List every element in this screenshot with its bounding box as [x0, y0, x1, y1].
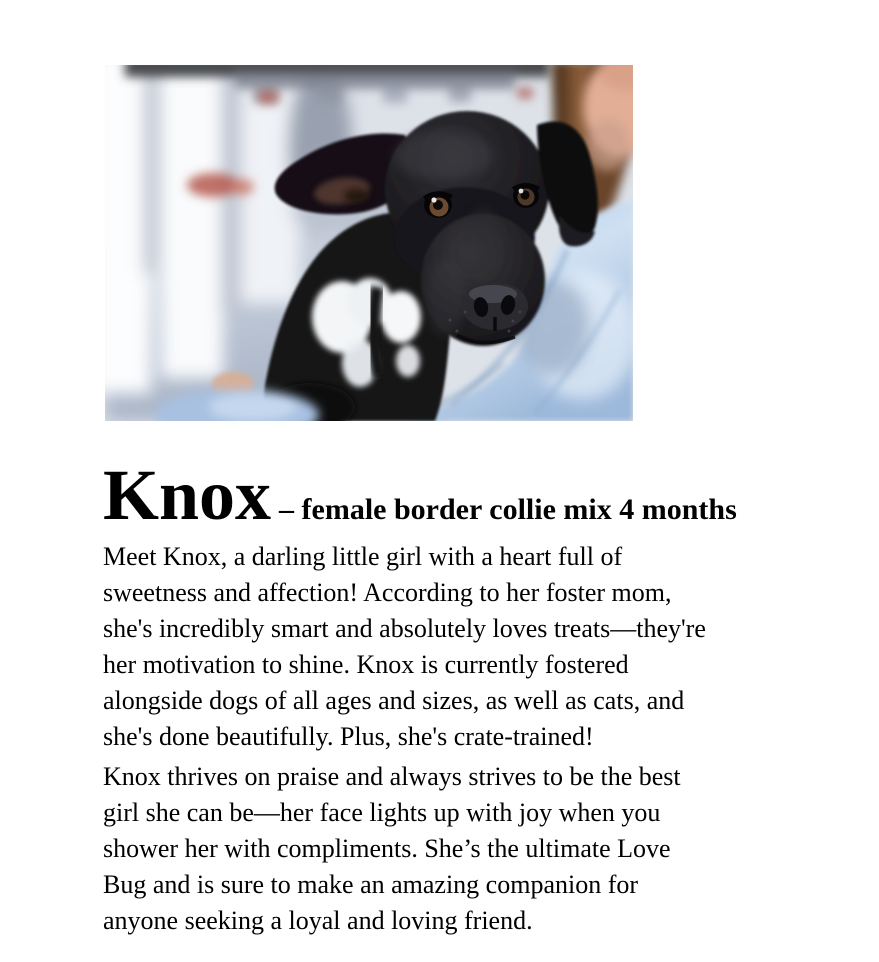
text-line: shower her with compliments. She’s the ultimate Love: [103, 834, 671, 863]
puppy-left-eye: [424, 192, 452, 218]
text-line: alongside dogs of all ages and sizes, as well as cats, and: [103, 686, 685, 715]
pet-description-paragraph-1: [103, 539, 706, 755]
person-face: [583, 65, 633, 171]
text-line: Meet Knox, a darling little girl with a heart full of: [103, 542, 623, 571]
text-line: she's incredibly smart and absolutely loves treats—they're: [103, 614, 706, 643]
pet-heading: [103, 455, 737, 546]
text-line: sweetness and affection! According to her foster mom,: [103, 578, 672, 607]
puppy-photo-illustration: [105, 65, 633, 421]
text-line: Bug and is sure to make an amazing companion for: [103, 870, 639, 899]
text-line: she's done beautifully. Plus, she's crate-trained!: [103, 722, 594, 751]
pet-name: Knox: [103, 455, 272, 535]
puppy-right-eye: [513, 184, 539, 208]
text-line: Knox thrives on praise and always strives to be the best: [103, 762, 681, 791]
pet-subtitle: – female border collie mix 4 months: [279, 493, 737, 526]
pet-description-paragraph-2: [103, 759, 681, 939]
text-line: girl she can be—her face lights up with joy when you: [103, 798, 661, 827]
knox-photo: [105, 65, 633, 421]
text-line: anyone seeking a loyal and loving friend.: [103, 906, 533, 935]
text-line: her motivation to shine. Knox is currently fostered: [103, 650, 629, 679]
